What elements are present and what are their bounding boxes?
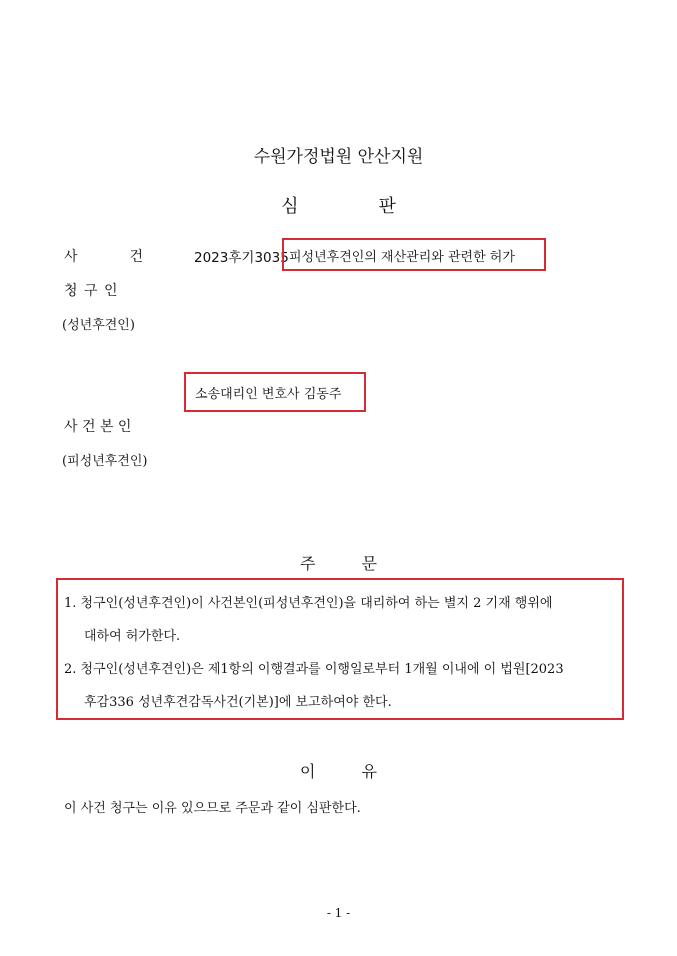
petitioner-role: (성년후견인) [62, 318, 135, 333]
case-name: 피성년후견인의 재산관리와 관련한 허가 [289, 250, 515, 265]
reason-title-part2: 유 [361, 762, 377, 781]
case-label-part1: 사 [64, 249, 78, 265]
case-label [64, 246, 143, 266]
order-item-2-line-1: 2. 청구인(성년후견인)은 제1항의 이행결과를 이행일로부터 1개월 이내에 이 법원[2023 [64, 662, 564, 677]
order-title-part1: 주 [300, 554, 316, 573]
order-title [0, 551, 677, 574]
principal-role: (피성년후견인) [62, 454, 148, 469]
case-label-part2: 건 [129, 249, 144, 265]
reason-text: 이 사건 청구는 이유 있으므로 주문과 같이 심판한다. [64, 801, 361, 816]
petitioner-label: 청 구 인 [64, 283, 119, 299]
order-item-2-line-2: 후감336 성년후견감독사건(기본)]에 보고하여야 한다. [84, 695, 392, 710]
reason-title [0, 759, 677, 782]
order-title-part2: 문 [361, 554, 377, 573]
document-title [0, 192, 677, 218]
court-name: 수원가정법원 안산지원 [253, 147, 424, 167]
principal-label: 사 건 본 인 [64, 419, 132, 435]
document-title-part2: 판 [378, 196, 396, 217]
page-number: - 1 - [326, 906, 351, 920]
petitioner-agent: 소송대리인 변호사 김동주 [195, 387, 342, 402]
case-number: 2023후기3035 [194, 250, 289, 266]
document-title-part1: 심 [281, 196, 299, 217]
reason-title-part1: 이 [300, 762, 316, 781]
order-item-1-line-1: 1. 청구인(성년후견인)이 사건본인(피성년후견인)을 대리하여 하는 별지 2 기재 행위에 [64, 596, 553, 611]
order-item-1-line-2: 대하여 허가한다. [84, 629, 181, 644]
